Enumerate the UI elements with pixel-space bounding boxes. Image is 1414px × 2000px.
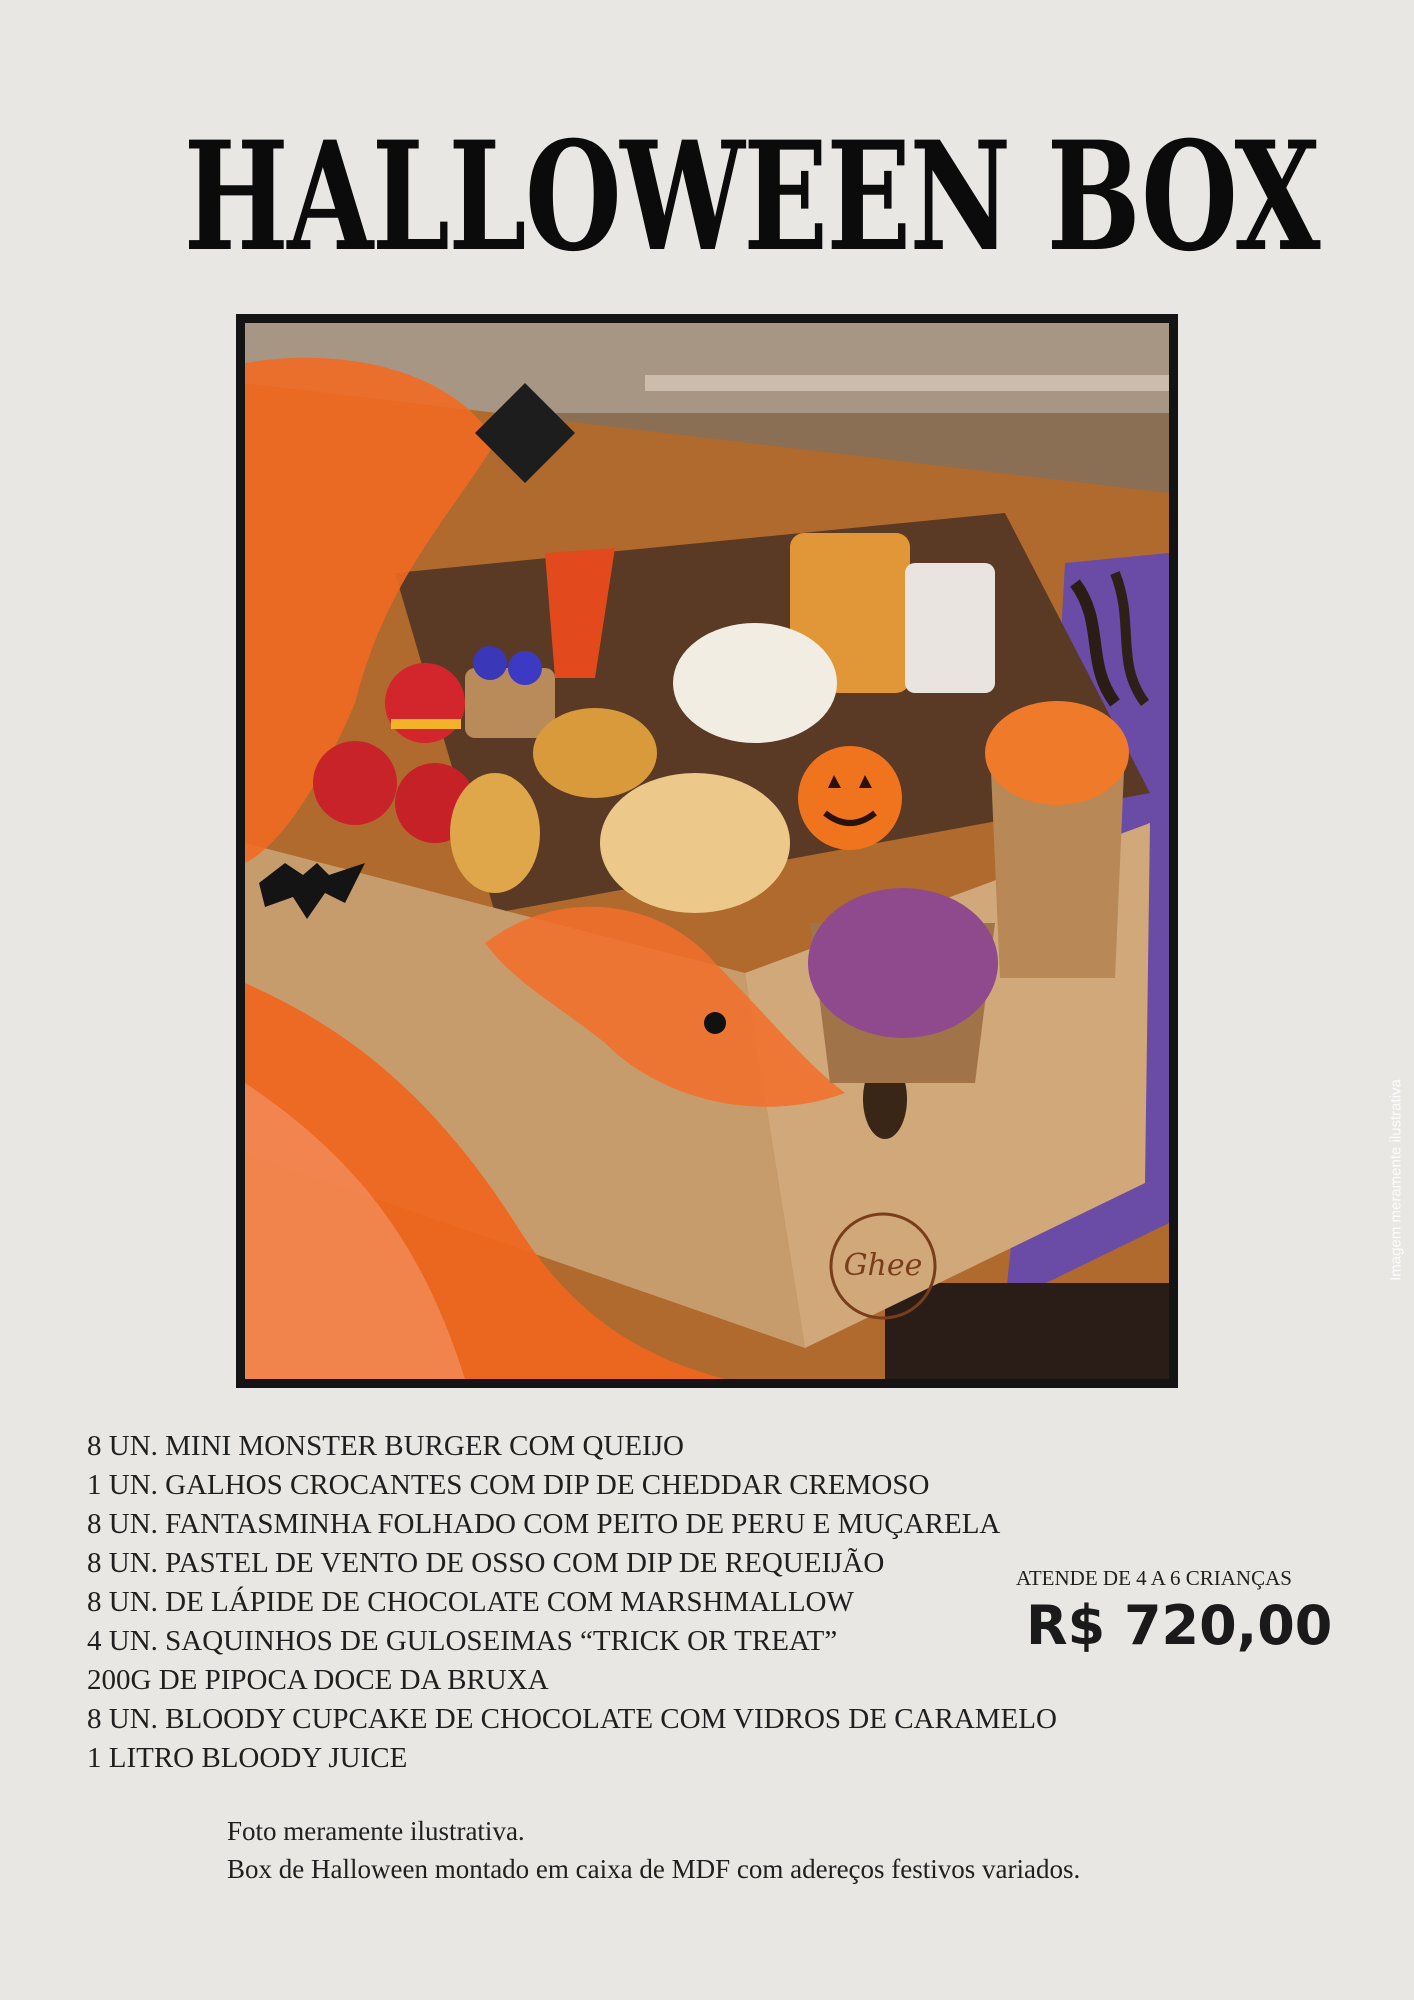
price-label: R$ 720,00 xyxy=(1026,1594,1333,1657)
spider-icon xyxy=(704,1012,726,1034)
list-item: 1 LITRO BLOODY JUICE xyxy=(87,1742,408,1774)
product-photo xyxy=(236,314,1178,1388)
photo-disclaimer: Foto meramente ilustrativa. xyxy=(227,1816,525,1846)
halloween-box-illustration xyxy=(245,323,1169,1379)
spider-web-cloth xyxy=(885,1283,1169,1379)
orange-popcorn xyxy=(985,701,1129,805)
serves-label: ATENDE DE 4 A 6 CRIANÇAS xyxy=(1016,1566,1292,1590)
burger-cheese xyxy=(391,719,461,729)
candy xyxy=(473,646,507,680)
list-item: 200G DE PIPOCA DOCE DA BRUXA xyxy=(87,1664,549,1696)
list-item: 8 UN. FANTASMINHA FOLHADO COM PEITO DE PERU E MUÇARELA xyxy=(87,1508,1001,1540)
list-item: 8 UN. DE LÁPIDE DE CHOCOLATE COM MARSHMALLOW xyxy=(87,1586,854,1618)
box-description: Box de Halloween montado em caixa de MDF com adereços festivos variados. xyxy=(227,1854,1081,1884)
pumpkin-icon xyxy=(798,746,902,850)
menu-items-list xyxy=(87,1427,1057,1778)
sweets-cup xyxy=(465,668,555,738)
candy xyxy=(508,651,542,685)
list-item: 8 UN. MINI MONSTER BURGER COM QUEIJO xyxy=(87,1430,684,1462)
image-disclaimer-vertical: Imagem meramente ilustrativa xyxy=(1387,1079,1405,1281)
bone-pastries xyxy=(600,773,790,913)
list-item: 8 UN. PASTEL DE VENTO DE OSSO COM DIP DE REQUEIJÃO xyxy=(87,1547,885,1579)
footer-notes xyxy=(227,1812,1080,1888)
ghost-pastry xyxy=(450,773,540,893)
burger xyxy=(385,663,465,743)
ghost-pastry xyxy=(533,708,657,798)
treat-bag xyxy=(905,563,995,693)
white-pumpkin-cake xyxy=(673,623,837,743)
page-title: HALLOWEEN BOX xyxy=(183,109,1320,285)
wall-molding xyxy=(645,375,1169,391)
list-item: 1 UN. GALHOS CROCANTES COM DIP DE CHEDDAR CREMOSO xyxy=(87,1469,930,1501)
burger xyxy=(313,741,397,825)
box-logo-text: Ghee xyxy=(843,1248,923,1283)
list-item: 4 UN. SAQUINHOS DE GULOSEIMAS “TRICK OR TREAT” xyxy=(87,1625,838,1657)
list-item: 8 UN. BLOODY CUPCAKE DE CHOCOLATE COM VIDROS DE CARAMELO xyxy=(87,1703,1057,1735)
purple-popcorn xyxy=(808,888,998,1038)
